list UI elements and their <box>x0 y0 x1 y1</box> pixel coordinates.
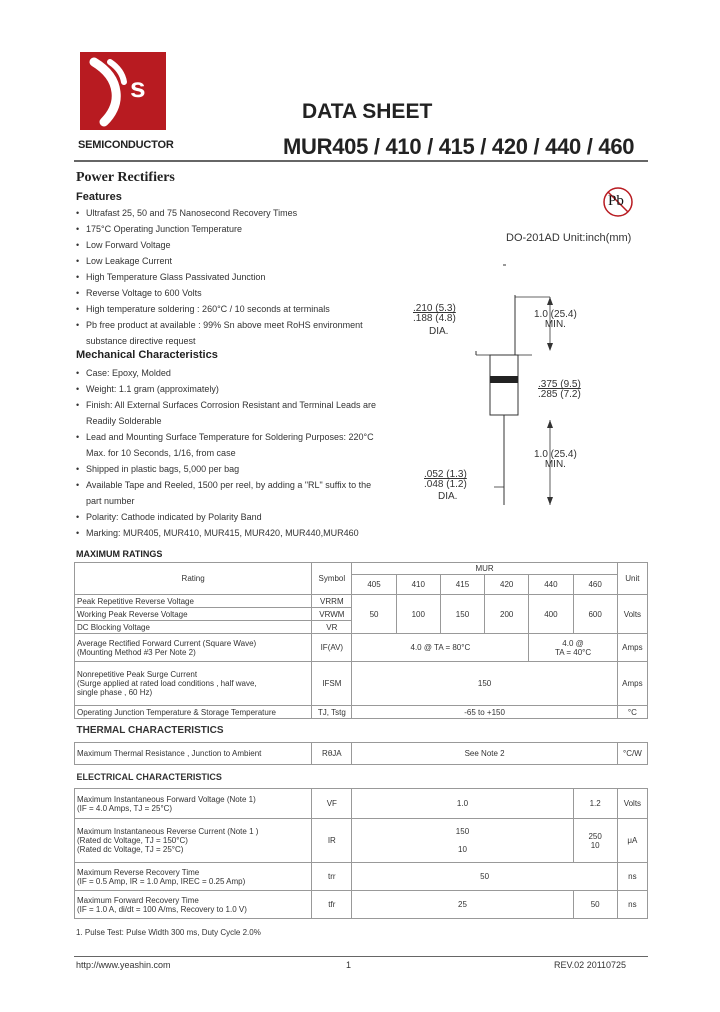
mechanical-item: • Polarity: Cathode indicated by Polarity Band <box>76 509 376 525</box>
rating-ifav-value-a: 4.0 @ TA = 80°C <box>352 634 529 662</box>
footer-divider <box>74 956 648 957</box>
lead-diameter <box>424 470 467 504</box>
elec-ir-value-b1: 250 <box>588 831 602 841</box>
mechanical-item: • Available Tape and Reeled, 1500 per reel, by adding a "RL" suffix to the part number <box>76 477 376 509</box>
feature-item: • Reverse Voltage to 600 Volts <box>76 285 386 301</box>
device-col-405: 405 <box>352 575 396 595</box>
elec-ir-label-3: (Rated dc Voltage, TJ = 25°C) <box>77 845 184 854</box>
feature-item: • Pb free product at available : 99% Sn above meet RoHS environment substance directive request <box>76 317 386 349</box>
lead-length-top-value: 1.0 (25.4) <box>534 309 577 320</box>
electrical-heading: ELECTRICAL CHARACTERISTICS <box>75 765 648 789</box>
footer-revision: REV.02 20110725 <box>554 960 627 970</box>
elec-tfr-value-b: 50 <box>573 891 617 919</box>
lead-diameter-min: .048 (1.2) <box>424 479 467 490</box>
elec-ir-label-2: (Rated dc Voltage, TJ = 150°C) <box>77 836 188 845</box>
rating-vrrm-symbol: VRRM <box>312 595 352 608</box>
col-unit: Unit <box>617 563 647 595</box>
rating-vrrm-label: Peak Repetitive Reverse Voltage <box>75 595 312 608</box>
rating-vr-label: DC Blocking Voltage <box>75 621 312 634</box>
body-length-min: .285 (7.2) <box>538 389 581 400</box>
elec-vf-symbol: VF <box>312 789 352 819</box>
elec-tfr-label-2: (IF = 1.0 A, di/dt = 100 A/ms, Recovery to 1.0 V) <box>77 904 247 914</box>
rating-vrwm-symbol: VRWM <box>312 608 352 621</box>
elec-tfr-label <box>75 891 312 919</box>
footer-url[interactable]: http://www.yeashin.com <box>76 960 171 970</box>
rating-ifsm-label-1: Nonrepetitive Peak Surge Current <box>77 670 198 679</box>
lead-length-top-min: MIN. <box>544 319 566 330</box>
volt-410: 100 <box>396 595 440 634</box>
rating-temp-value: -65 to +150 <box>352 706 617 719</box>
page-title: DATA SHEET <box>302 100 433 123</box>
pb-badge-text: Pb <box>608 193 624 209</box>
mechanical-list <box>76 365 376 541</box>
elec-ir-value-b2: 10 <box>590 840 600 850</box>
body-length-max: .375 (9.5) <box>538 379 581 390</box>
elec-tfr-label-1: Maximum Forward Recovery Time <box>77 895 199 905</box>
mechanical-item: • Finish: All External Surfaces Corrosion Resistant and Terminal Leads are Readily Solderable <box>76 397 376 429</box>
elec-ir-value-a <box>352 819 573 863</box>
header-divider <box>74 160 648 162</box>
thermal-symbol: RθJA <box>312 743 352 765</box>
features-list <box>76 205 386 349</box>
col-mur: MUR <box>352 563 617 575</box>
rating-ifav-label-2: (Mounting Method #3 Per Note 2) <box>77 647 196 657</box>
section-title: Power Rectifiers <box>76 170 175 185</box>
elec-ir-symbol: IR <box>312 819 352 863</box>
feature-item: • High temperature soldering : 260°C / 10 seconds at terminals <box>76 301 386 317</box>
elec-vf-label <box>75 789 312 819</box>
elec-ir-value-b <box>573 819 617 863</box>
mechanical-item: • Case: Epoxy, Molded <box>76 365 376 381</box>
body-length <box>538 380 581 400</box>
body-diameter-label: DIA. <box>429 326 449 337</box>
thermal-unit: °C/W <box>617 743 647 765</box>
rating-temp-unit: °C <box>617 706 647 719</box>
mechanical-item: • Shipped in plastic bags, 5,000 per bag <box>76 461 376 477</box>
body-diameter-max: .210 (5.3) <box>413 303 456 314</box>
thermal-value: See Note 2 <box>352 743 617 765</box>
rating-ifsm-value: 150 <box>352 662 617 706</box>
device-col-460: 460 <box>573 575 617 595</box>
elec-ir-label <box>75 819 312 863</box>
lead-length-bottom <box>534 450 577 470</box>
rating-vrwm-label: Working Peak Reverse Voltage <box>75 608 312 621</box>
elec-trr-label-1: Maximum Reverse Recovery Time <box>77 867 200 877</box>
mechanical-item: • Weight: 1.1 gram (approximately) <box>76 381 376 397</box>
company-name: SEMICONDUCTOR <box>78 139 174 151</box>
volt-415: 150 <box>440 595 484 634</box>
elec-trr-label <box>75 863 312 891</box>
rating-ifav-symbol: IF(AV) <box>312 634 352 662</box>
rating-temp-symbol: TJ, Tstg <box>312 706 352 719</box>
rating-ifav-value-b2: TA = 40°C <box>554 647 592 657</box>
mechanical-heading: Mechanical Characteristics <box>76 349 218 361</box>
feature-item: • 175°C Operating Junction Temperature <box>76 221 386 237</box>
rating-ifav-unit: Amps <box>617 634 647 662</box>
col-symbol: Symbol <box>312 563 352 595</box>
package-label: DO-201AD Unit:inch(mm) <box>506 232 632 244</box>
rating-vr-symbol: VR <box>312 621 352 634</box>
volt-unit: Volts <box>617 595 647 634</box>
mechanical-item: • Lead and Mounting Surface Temperature for Soldering Purposes: 220°C Max. for 10 Seconds, 1/16, from case <box>76 429 376 461</box>
lead-length-top <box>534 310 577 330</box>
elec-trr-symbol: trr <box>312 863 352 891</box>
device-col-440: 440 <box>529 575 573 595</box>
model-list: MUR405 / 410 / 415 / 420 / 440 / 460 <box>283 134 635 159</box>
rating-ifav-label-1: Average Rectified Forward Current (Square Wave) <box>77 638 257 648</box>
col-rating: Rating <box>75 563 312 595</box>
elec-trr-unit: ns <box>617 863 647 891</box>
pb-free-badge <box>602 186 634 218</box>
feature-item: • Low Leakage Current <box>76 253 386 269</box>
mechanical-item: • Marking: MUR405, MUR410, MUR415, MUR420, MUR440,MUR460 <box>76 525 376 541</box>
company-logo <box>80 52 166 130</box>
volt-405: 50 <box>352 595 396 634</box>
features-heading: Features <box>76 191 122 203</box>
volt-440: 400 <box>529 595 573 634</box>
elec-vf-unit: Volts <box>617 789 647 819</box>
elec-ir-label-1: Maximum Instantaneous Reverse Current (Note 1 ) <box>77 827 259 836</box>
elec-vf-label-2: (IF = 4.0 Amps, TJ = 25°C) <box>77 803 173 813</box>
rating-ifsm-symbol: IFSM <box>312 662 352 706</box>
elec-vf-label-1: Maximum Instantaneous Forward Voltage (Note 1) <box>77 794 256 804</box>
elec-vf-value-a: 1.0 <box>352 789 573 819</box>
volt-460: 600 <box>573 595 617 634</box>
max-ratings-table <box>74 562 648 919</box>
elec-tfr-unit: ns <box>617 891 647 919</box>
elec-tfr-symbol: tfr <box>312 891 352 919</box>
thermal-heading: THERMAL CHARACTERISTICS <box>75 719 648 743</box>
lead-length-bottom-min: MIN. <box>544 459 566 470</box>
max-ratings-heading: MAXIMUM RATINGS <box>76 549 163 559</box>
elec-trr-value: 50 <box>352 863 617 891</box>
device-col-415: 415 <box>440 575 484 595</box>
rating-ifav-value-b <box>529 634 617 662</box>
rating-ifsm-label-2: (Surge applied at rated load conditions , half wave, <box>77 679 257 688</box>
rating-temp-label: Operating Junction Temperature & Storage Temperature <box>75 706 312 719</box>
lead-diameter-max: .052 (1.3) <box>424 469 467 480</box>
rating-ifsm-unit: Amps <box>617 662 647 706</box>
elec-ir-unit: μA <box>617 819 647 863</box>
thermal-label: Maximum Thermal Resistance , Junction to Ambient <box>75 743 312 765</box>
lead-diameter-label: DIA. <box>438 491 458 502</box>
footnote: 1. Pulse Test: Pulse Width 300 ms, Duty Cycle 2.0% <box>76 928 261 937</box>
elec-ir-value-a2: 10 <box>458 845 467 854</box>
lead-length-bottom-value: 1.0 (25.4) <box>534 449 577 460</box>
footer-page-number: 1 <box>346 960 352 970</box>
rating-ifav-value-b1: 4.0 @ <box>562 638 584 648</box>
rating-ifsm-label-3: single phase , 60 Hz) <box>77 688 153 697</box>
feature-item: • Ultrafast 25, 50 and 75 Nanosecond Recovery Times <box>76 205 386 221</box>
volt-420: 200 <box>485 595 529 634</box>
elec-tfr-value-a: 25 <box>352 891 573 919</box>
body-diameter-min: .188 (4.8) <box>413 313 456 324</box>
elec-ir-value-a1: 150 <box>455 827 470 836</box>
rating-ifsm-label <box>75 662 312 706</box>
body-diameter <box>413 304 456 340</box>
device-col-410: 410 <box>396 575 440 595</box>
feature-item: • Low Forward Voltage <box>76 237 386 253</box>
elec-vf-value-b: 1.2 <box>573 789 617 819</box>
feature-item: • High Temperature Glass Passivated Junction <box>76 269 386 285</box>
rating-ifav-label <box>75 634 312 662</box>
elec-trr-label-2: (IF = 0.5 Amp, IR = 1.0 Amp, IREC = 0.25 Amp) <box>77 876 246 886</box>
device-col-420: 420 <box>485 575 529 595</box>
logo-letter: s <box>130 72 146 103</box>
